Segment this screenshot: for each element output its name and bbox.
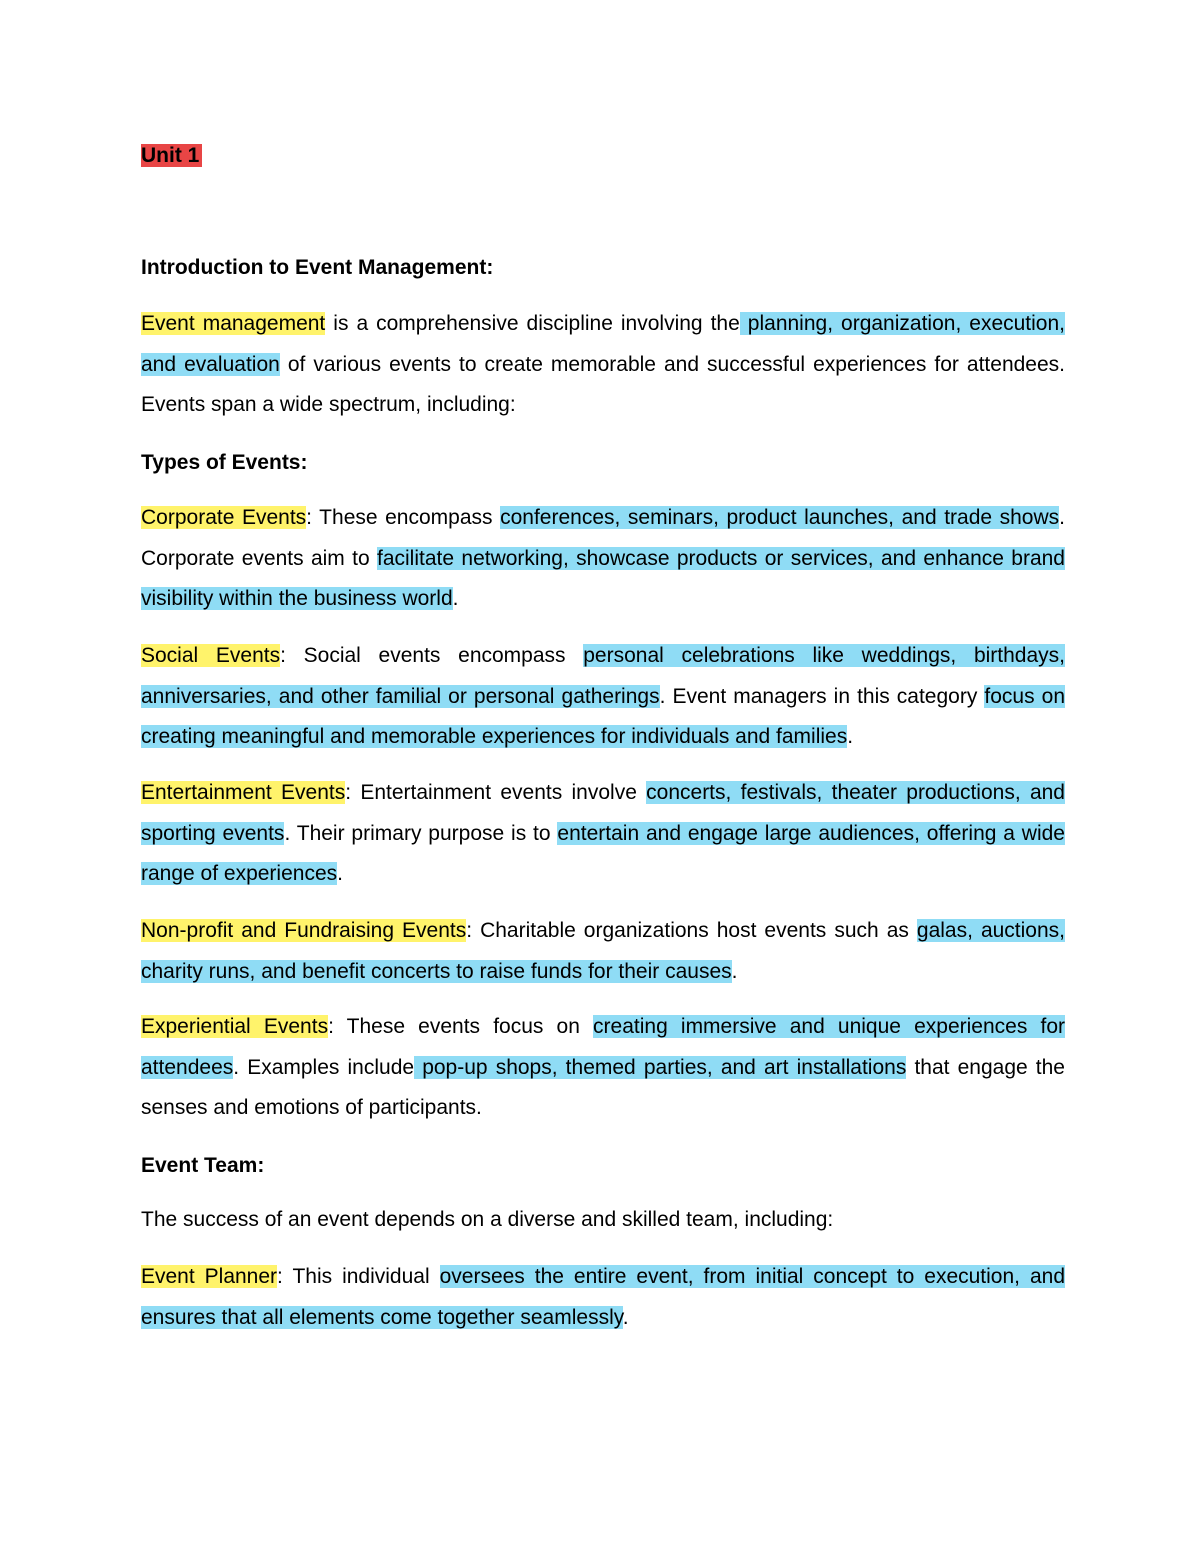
paragraph-text: that engage the senses and emotions of participants. (141, 1055, 1065, 1119)
paragraph-text: : This individual (277, 1265, 440, 1288)
corporate-events-paragraph (141, 498, 1065, 620)
entertainment-events-paragraph (141, 773, 1065, 895)
key-phrase-highlight: galas, auctions, charity runs, and benefit concerts to raise funds for their causes (141, 919, 1065, 983)
paragraph-text: . Examples include (233, 1055, 415, 1079)
paragraph-text: . (622, 1305, 629, 1329)
paragraph-text: . (337, 862, 343, 885)
key-phrase-highlight: pop-up shops, themed parties, and art installations (414, 1055, 907, 1079)
nonprofit-events-paragraph (141, 911, 1065, 992)
term-highlight: Social Events (141, 644, 281, 667)
paragraph-text: of various events to create memorable and successful experiences for attendees. Events span a wide spectrum, including: (141, 352, 1065, 416)
paragraph-text: . Corporate events aim to (141, 506, 1065, 570)
term-highlight: Non-profit and Fundraising Events (141, 919, 467, 942)
paragraph-text: is a comprehensive discipline involving the (325, 312, 740, 335)
term-highlight: Experiential Events (141, 1015, 329, 1038)
key-phrase-highlight: concerts, festivals, theater productions, and sporting events (141, 781, 1065, 845)
paragraph-text: : Entertainment events involve (345, 781, 647, 804)
paragraph-text: : These encompass (306, 506, 501, 529)
team-heading: Event Team: (141, 1154, 265, 1177)
paragraph-text: . (731, 959, 738, 983)
key-phrase-highlight: planning, organization, execution, and evaluation (141, 312, 1066, 376)
intro-heading: Introduction to Event Management: (141, 256, 494, 279)
experiential-events-paragraph (141, 1007, 1065, 1129)
term-highlight: Corporate Events (141, 506, 307, 529)
term-highlight: Event Planner (141, 1265, 278, 1288)
paragraph-text: : Charitable organizations host events such as (466, 919, 917, 942)
unit-title (141, 141, 202, 171)
paragraph-text: : These events focus on (328, 1015, 594, 1038)
key-phrase-highlight: conferences, seminars, product launches, and trade shows (500, 506, 1060, 529)
types-heading: Types of Events: (141, 451, 308, 474)
intro-paragraph (141, 304, 1065, 426)
paragraph-text: . (452, 587, 459, 610)
key-phrase-highlight: creating immersive and unique experiences for attendees (141, 1015, 1065, 1079)
key-phrase-highlight: entertain and engage large audiences, offering a wide range of experiences (141, 821, 1065, 885)
event-planner-paragraph (141, 1257, 1065, 1338)
key-phrase-highlight: oversees the entire event, from initial concept to execution, and ensures that all elements come together seamlessly (141, 1265, 1065, 1329)
social-events-paragraph (141, 636, 1065, 758)
paragraph-text: . Event managers in this category (659, 684, 985, 708)
key-phrase-highlight: focus on creating meaningful and memorable experiences for individuals and families (141, 684, 1066, 748)
team-intro-paragraph: The success of an event depends on a diverse and skilled team, including: (141, 1208, 834, 1231)
unit-title-text: Unit 1 (141, 144, 202, 167)
term-highlight: Event management (141, 312, 326, 335)
paragraph-text: . (847, 725, 854, 748)
key-phrase-highlight: personal celebrations like weddings, birthdays, anniversaries, and other familial or personal gatherings (141, 644, 1065, 708)
key-phrase-highlight: facilitate networking, showcase products or services, and enhance brand visibility within the business world (141, 546, 1065, 610)
paragraph-text: : Social events encompass (280, 644, 584, 667)
term-highlight: Entertainment Events (141, 781, 346, 804)
paragraph-text: . Their primary purpose is to (284, 821, 558, 845)
